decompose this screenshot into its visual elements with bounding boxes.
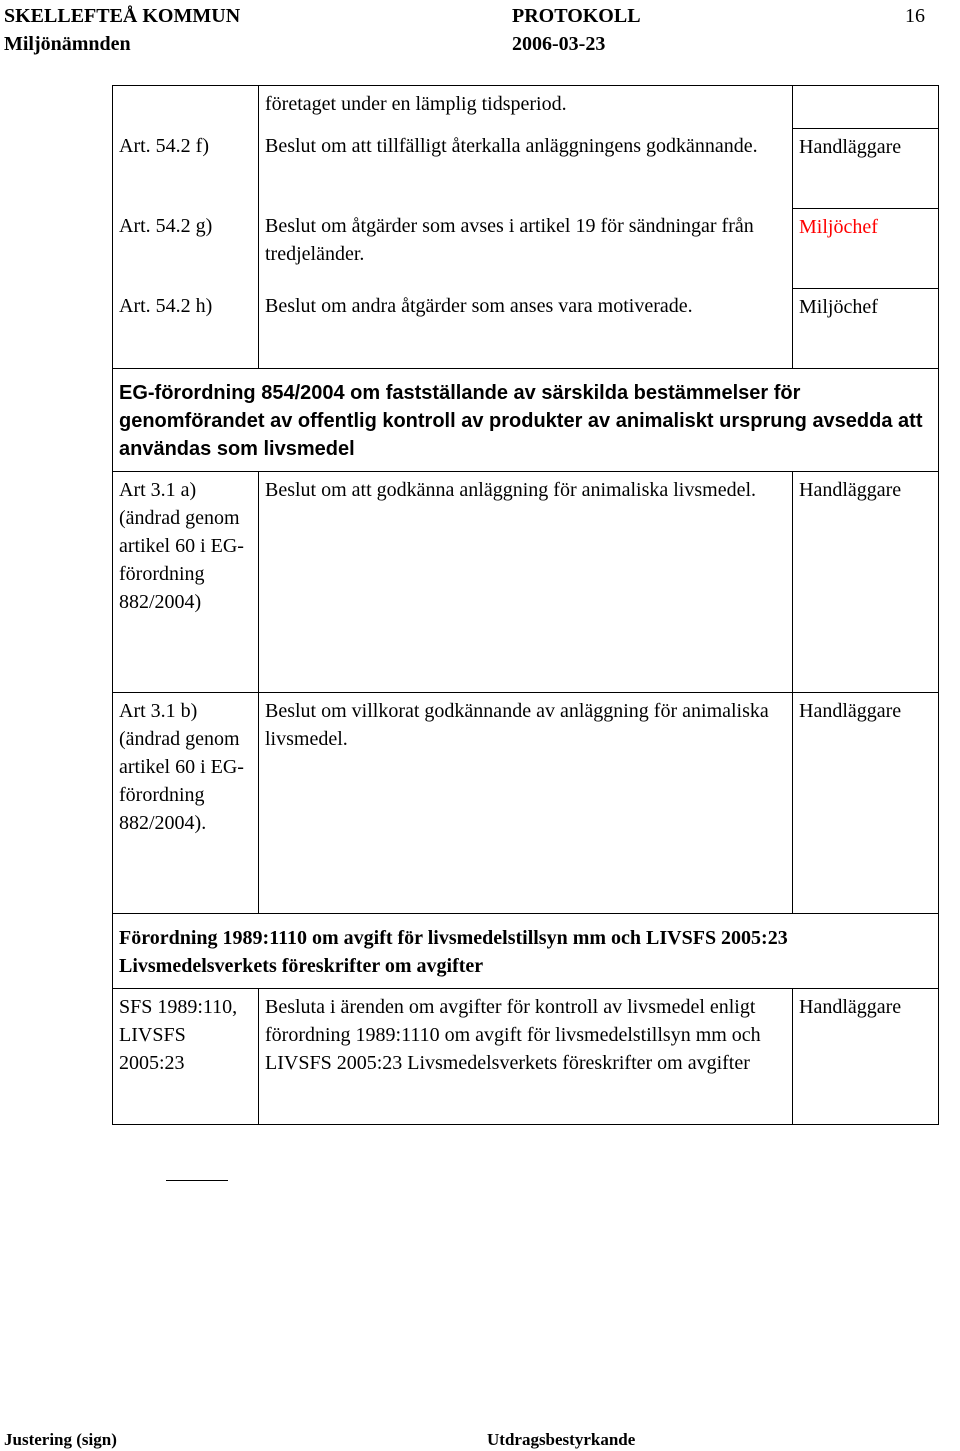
decision-cell: Besluta i ärenden om avgifter för kontroll av livsmedel enligt förordning 1989:1110 om avgift för livsmedelstillsyn mm och LIVSFS 2005:23 Livsmedelsverkets föreskrifter om avgifter — [259, 989, 793, 1125]
article-cell: Art 3.1 a) (ändrad genom artikel 60 i EG-förordning 882/2004) — [113, 472, 259, 693]
decision-cell: Beslut om att tillfälligt återkalla anläggningens godkännande. — [259, 128, 793, 208]
section-heading: Förordning 1989:1110 om avgift för livsmedelstillsyn mm och LIVSFS 2005:23 Livsmedelsverkets föreskrifter om avgifter — [113, 914, 939, 989]
organization-name: SKELLEFTEÅ KOMMUN — [4, 5, 241, 27]
table-row — [113, 128, 939, 208]
delegation-table — [112, 85, 939, 1125]
committee-name: Miljönämnden — [4, 33, 131, 55]
decision-cell: företaget under en lämplig tidsperiod. — [259, 86, 793, 129]
decision-cell: Beslut om andra åtgärder som anses vara motiverade. — [259, 288, 793, 369]
signature-label: Justering (sign) — [4, 1430, 117, 1449]
table-row — [113, 288, 939, 369]
decision-cell: Beslut om att godkänna anläggning för animaliska livsmedel. — [259, 472, 793, 693]
delegate-cell — [793, 86, 939, 129]
article-cell: Art. 54.2 h) — [113, 288, 259, 369]
delegate-cell: Miljöchef — [793, 208, 939, 288]
table-row — [113, 208, 939, 288]
section-heading-row — [113, 914, 939, 989]
article-cell: Art. 54.2 f) — [113, 128, 259, 208]
table-row — [113, 989, 939, 1125]
page-number: 16 — [905, 5, 925, 27]
delegate-cell: Miljöchef — [793, 288, 939, 369]
decision-cell: Beslut om åtgärder som avses i artikel 19 för sändningar från tredjeländer. — [259, 208, 793, 288]
article-cell — [113, 86, 259, 129]
section-heading: EG-förordning 854/2004 om fastställande av särskilda bestämmelser för genomförandet av offentlig kontroll av produkter av animaliskt ursprung avsedda att användas som livsmedel — [113, 369, 939, 472]
table-row — [113, 693, 939, 914]
article-cell: SFS 1989:110, LIVSFS 2005:23 — [113, 989, 259, 1125]
table-row — [113, 86, 939, 129]
table-row — [113, 472, 939, 693]
decision-cell: Beslut om villkorat godkännande av anläggning för animaliska livsmedel. — [259, 693, 793, 914]
delegate-cell: Handläggare — [793, 693, 939, 914]
certification-label: Utdragsbestyrkande — [487, 1430, 636, 1449]
delegate-cell: Handläggare — [793, 472, 939, 693]
section-heading-row — [113, 369, 939, 472]
article-cell: Art 3.1 b) (ändrad genom artikel 60 i EG-förordning 882/2004). — [113, 693, 259, 914]
footnote-separator — [166, 1180, 228, 1181]
delegate-cell: Handläggare — [793, 128, 939, 208]
delegate-cell: Handläggare — [793, 989, 939, 1125]
document-date: 2006-03-23 — [512, 33, 606, 55]
article-cell: Art. 54.2 g) — [113, 208, 259, 288]
document-title: PROTOKOLL — [512, 5, 641, 27]
